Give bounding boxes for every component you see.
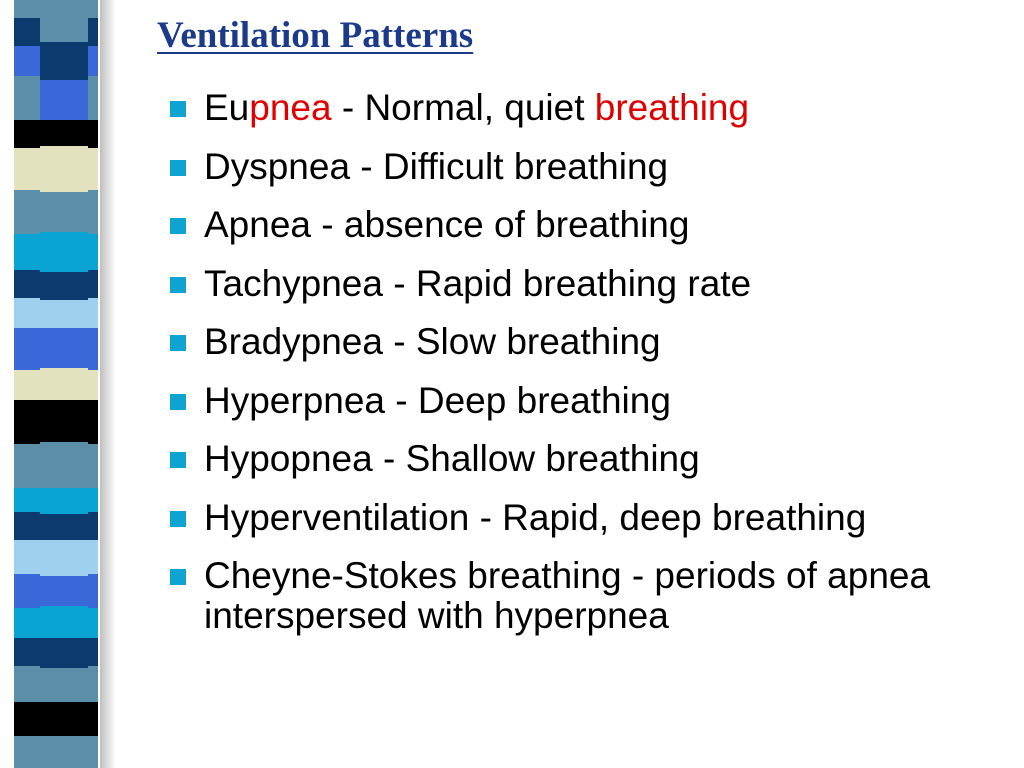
stripe-block xyxy=(40,80,88,120)
bullet-list xyxy=(170,88,990,655)
bullet-square-icon xyxy=(170,452,186,468)
bullet-item xyxy=(170,264,990,304)
stripe-block xyxy=(40,272,88,300)
bullet-square-icon xyxy=(170,394,186,410)
bullet-square-icon xyxy=(170,218,186,234)
stripe-block xyxy=(40,300,88,328)
bullet-text: Bradypnea - Slow breathing xyxy=(204,321,661,362)
stripe-block xyxy=(40,576,88,606)
stripe-block xyxy=(40,328,88,368)
bullet-text: Apnea - absence of breathing xyxy=(204,204,690,245)
bullet-item xyxy=(170,88,990,128)
bullet-text: Hyperpnea - Deep breathing xyxy=(204,379,671,421)
bullet-item xyxy=(170,322,990,362)
stripe-block xyxy=(40,368,88,400)
bullet-text: Tachypnea - Rapid breathing rate xyxy=(204,262,752,304)
stripe-block xyxy=(40,146,88,192)
stripe-block xyxy=(40,638,88,668)
bullet-square-icon xyxy=(170,569,186,585)
bullet-square-icon xyxy=(170,101,186,117)
stripe-block xyxy=(40,540,88,576)
stripe-block xyxy=(40,0,88,42)
bullet-item xyxy=(170,556,990,636)
bullet-text: Hypopnea - Shallow breathing xyxy=(204,438,700,479)
stripe-block xyxy=(40,192,88,232)
bullet-item xyxy=(170,381,990,421)
bullet-text-highlight: breathing xyxy=(594,87,750,128)
bullet-text xyxy=(204,87,749,128)
bullet-text: Dyspnea - Difficult breathing xyxy=(204,145,669,187)
stripe-block xyxy=(40,442,88,488)
bullet-item xyxy=(170,147,990,187)
stripe-block xyxy=(40,606,88,638)
bullet-text-segment: Eu xyxy=(204,87,250,128)
stripe-block xyxy=(40,120,88,146)
bullet-text: Cheyne-Stokes breathing - periods of apnea interspersed with hyperpnea xyxy=(204,555,931,636)
stripe-block xyxy=(40,488,88,514)
bullet-text: Hyperventilation - Rapid, deep breathing xyxy=(204,496,867,538)
stripe-shadow xyxy=(100,0,116,768)
bullet-text-segment: - Normal, quiet xyxy=(331,87,595,128)
stripe-block xyxy=(40,736,88,768)
slide-title: Ventilation Patterns xyxy=(157,15,474,56)
bullet-item xyxy=(170,205,990,245)
stripe-block xyxy=(40,702,88,736)
bullet-item xyxy=(170,498,990,538)
stripe-block xyxy=(40,514,88,540)
stripe-block xyxy=(40,668,88,702)
bullet-square-icon xyxy=(170,335,186,351)
stripe-block xyxy=(40,400,88,442)
stripe-block xyxy=(40,42,88,80)
bullet-square-icon xyxy=(170,160,186,176)
stripe-block xyxy=(40,232,88,272)
bullet-text-highlight: pnea xyxy=(249,87,332,128)
bullet-square-icon xyxy=(170,277,186,293)
bullet-square-icon xyxy=(170,511,186,527)
bullet-item xyxy=(170,439,990,479)
